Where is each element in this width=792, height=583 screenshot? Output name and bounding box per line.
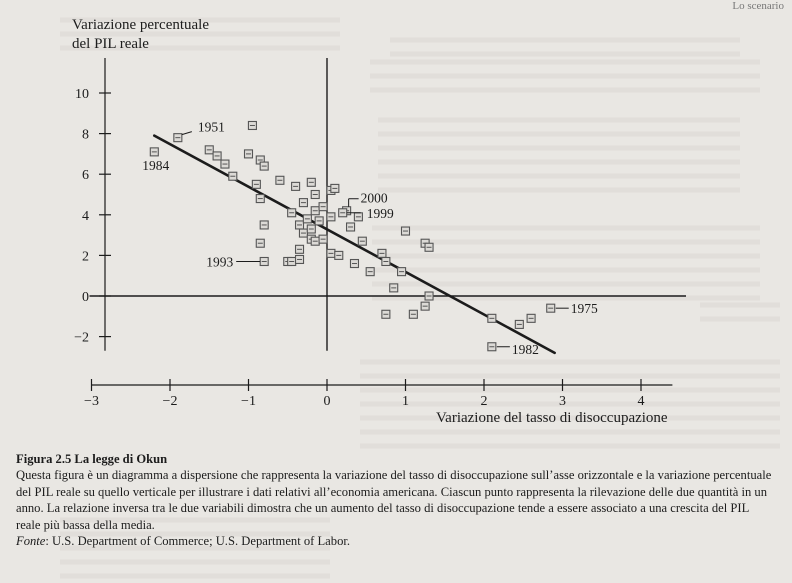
x-tick-label: −2 — [162, 394, 178, 409]
y-axis-label-line-1: Variazione percentuale — [72, 17, 209, 33]
caption-title: Figura 2.5 La legge di Okun — [16, 452, 168, 466]
source-label: Fonte — [16, 534, 46, 549]
x-tick-label: −1 — [241, 394, 256, 409]
figure-caption — [16, 451, 776, 549]
caption-body: Questa figura è un diagramma a dispersione che rappresenta la variazione del tasso di disoccupazione sull’asse orizzontale e la variazione percentuale del PIL reale su quello verticale per illustrare i dati relativi all’economia americana. Ciascun punto rappresenta la rilevazione delle due quantità in un anno. La relazione inversa tra le due variabili dimostra che un aumento del tasso di disoccupazione tende a essere associato a una crescita del PIL reale più bassa della media. — [16, 468, 772, 532]
y-tick-label: 8 — [82, 127, 89, 143]
y-axis-label — [72, 16, 209, 54]
x-tick-label: 4 — [637, 394, 645, 409]
point-year-label: 1984 — [142, 157, 170, 173]
x-tick-label: 0 — [323, 394, 331, 409]
x-axis-label: Variazione del tasso di disoccupazione — [436, 410, 668, 426]
y-tick-label: 2 — [82, 249, 89, 265]
y-tick-label: −2 — [74, 330, 89, 346]
point-year-label: 2000 — [360, 190, 388, 206]
point-year-label: 1982 — [511, 341, 539, 357]
label-leader-line — [182, 132, 192, 135]
x-tick-label: −3 — [84, 394, 99, 409]
point-year-label: 1975 — [570, 301, 598, 317]
source-text: : U.S. Department of Commerce; U.S. Department of Labor. — [45, 534, 351, 549]
y-tick-label: 10 — [75, 87, 89, 102]
y-axis-label-line-2: del PIL reale — [72, 36, 149, 52]
y-tick-label: 4 — [82, 208, 89, 224]
point-year-label: 1999 — [366, 205, 394, 221]
y-tick-label: 0 — [82, 290, 89, 305]
y-tick-label: 6 — [82, 168, 89, 184]
running-head: Lo scenario — [732, 0, 784, 12]
caption-source — [16, 533, 776, 549]
x-tick-label: 3 — [559, 394, 566, 409]
point-year-label: 1951 — [197, 119, 225, 135]
x-tick-label: 2 — [480, 394, 488, 409]
x-tick-label: 1 — [402, 394, 409, 409]
point-year-label: 1993 — [206, 254, 234, 270]
